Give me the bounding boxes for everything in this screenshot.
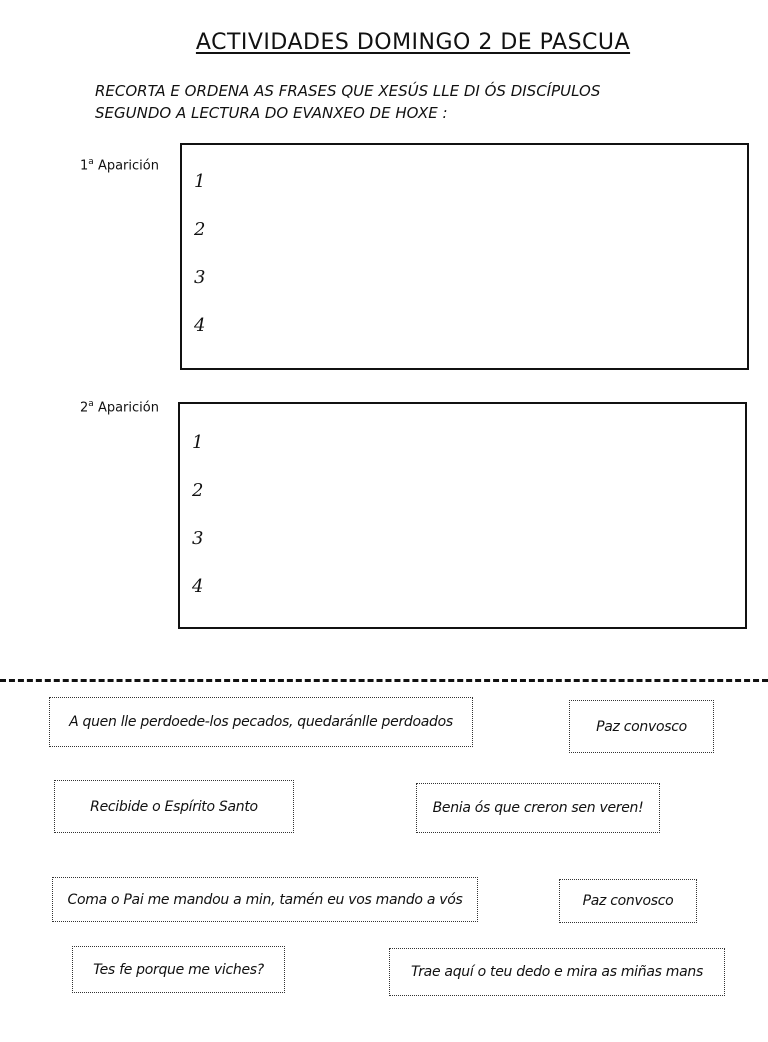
phrase-card[interactable]: A quen lle perdoede-los pecados, quedaránlle perdoados [49, 697, 473, 747]
answer-number: 1 [192, 432, 204, 453]
section-2-label-ordinal: a [88, 399, 94, 409]
section-2-label-number: 2 [80, 400, 89, 416]
answer-number: 2 [194, 219, 206, 240]
answer-number: 4 [192, 576, 204, 597]
section-2-label [80, 399, 159, 415]
cut-line [0, 679, 768, 682]
section-1-label-number: 1 [80, 158, 89, 174]
page-title: ACTIVIDADES DOMINGO 2 DE PASCUA [195, 30, 631, 55]
section-2-label-text: Aparición [97, 400, 159, 416]
answer-number: 4 [194, 315, 206, 336]
phrase-card[interactable]: Coma o Pai me mandou a min, tamén eu vos mando a vós [52, 877, 478, 922]
instructions [95, 80, 715, 124]
phrase-card[interactable]: Trae aquí o teu dedo e mira as miñas mans [389, 948, 725, 996]
answer-number: 1 [194, 171, 206, 192]
section-1-label-ordinal: a [88, 157, 94, 167]
phrase-card[interactable]: Tes fe porque me viches? [72, 946, 285, 993]
answer-box-1 [180, 143, 749, 370]
answer-number: 2 [192, 480, 204, 501]
section-1-label [80, 157, 159, 173]
section-1-label-text: Aparición [97, 158, 159, 174]
answer-box-2 [178, 402, 747, 629]
phrase-card[interactable]: Paz convosco [559, 879, 697, 923]
answer-number: 3 [192, 528, 204, 549]
instructions-line-2: SEGUNDO A LECTURA DO EVANXEO DE HOXE : [95, 104, 448, 122]
instructions-line-1: RECORTA E ORDENA AS FRASES QUE XESÚS LLE DI ÓS DISCÍPULOS [95, 82, 601, 100]
phrase-card[interactable]: Benia ós que creron sen veren! [416, 783, 660, 833]
answer-number: 3 [194, 267, 206, 288]
phrase-card[interactable]: Paz convosco [569, 700, 714, 753]
phrase-card[interactable]: Recibide o Espírito Santo [54, 780, 294, 833]
